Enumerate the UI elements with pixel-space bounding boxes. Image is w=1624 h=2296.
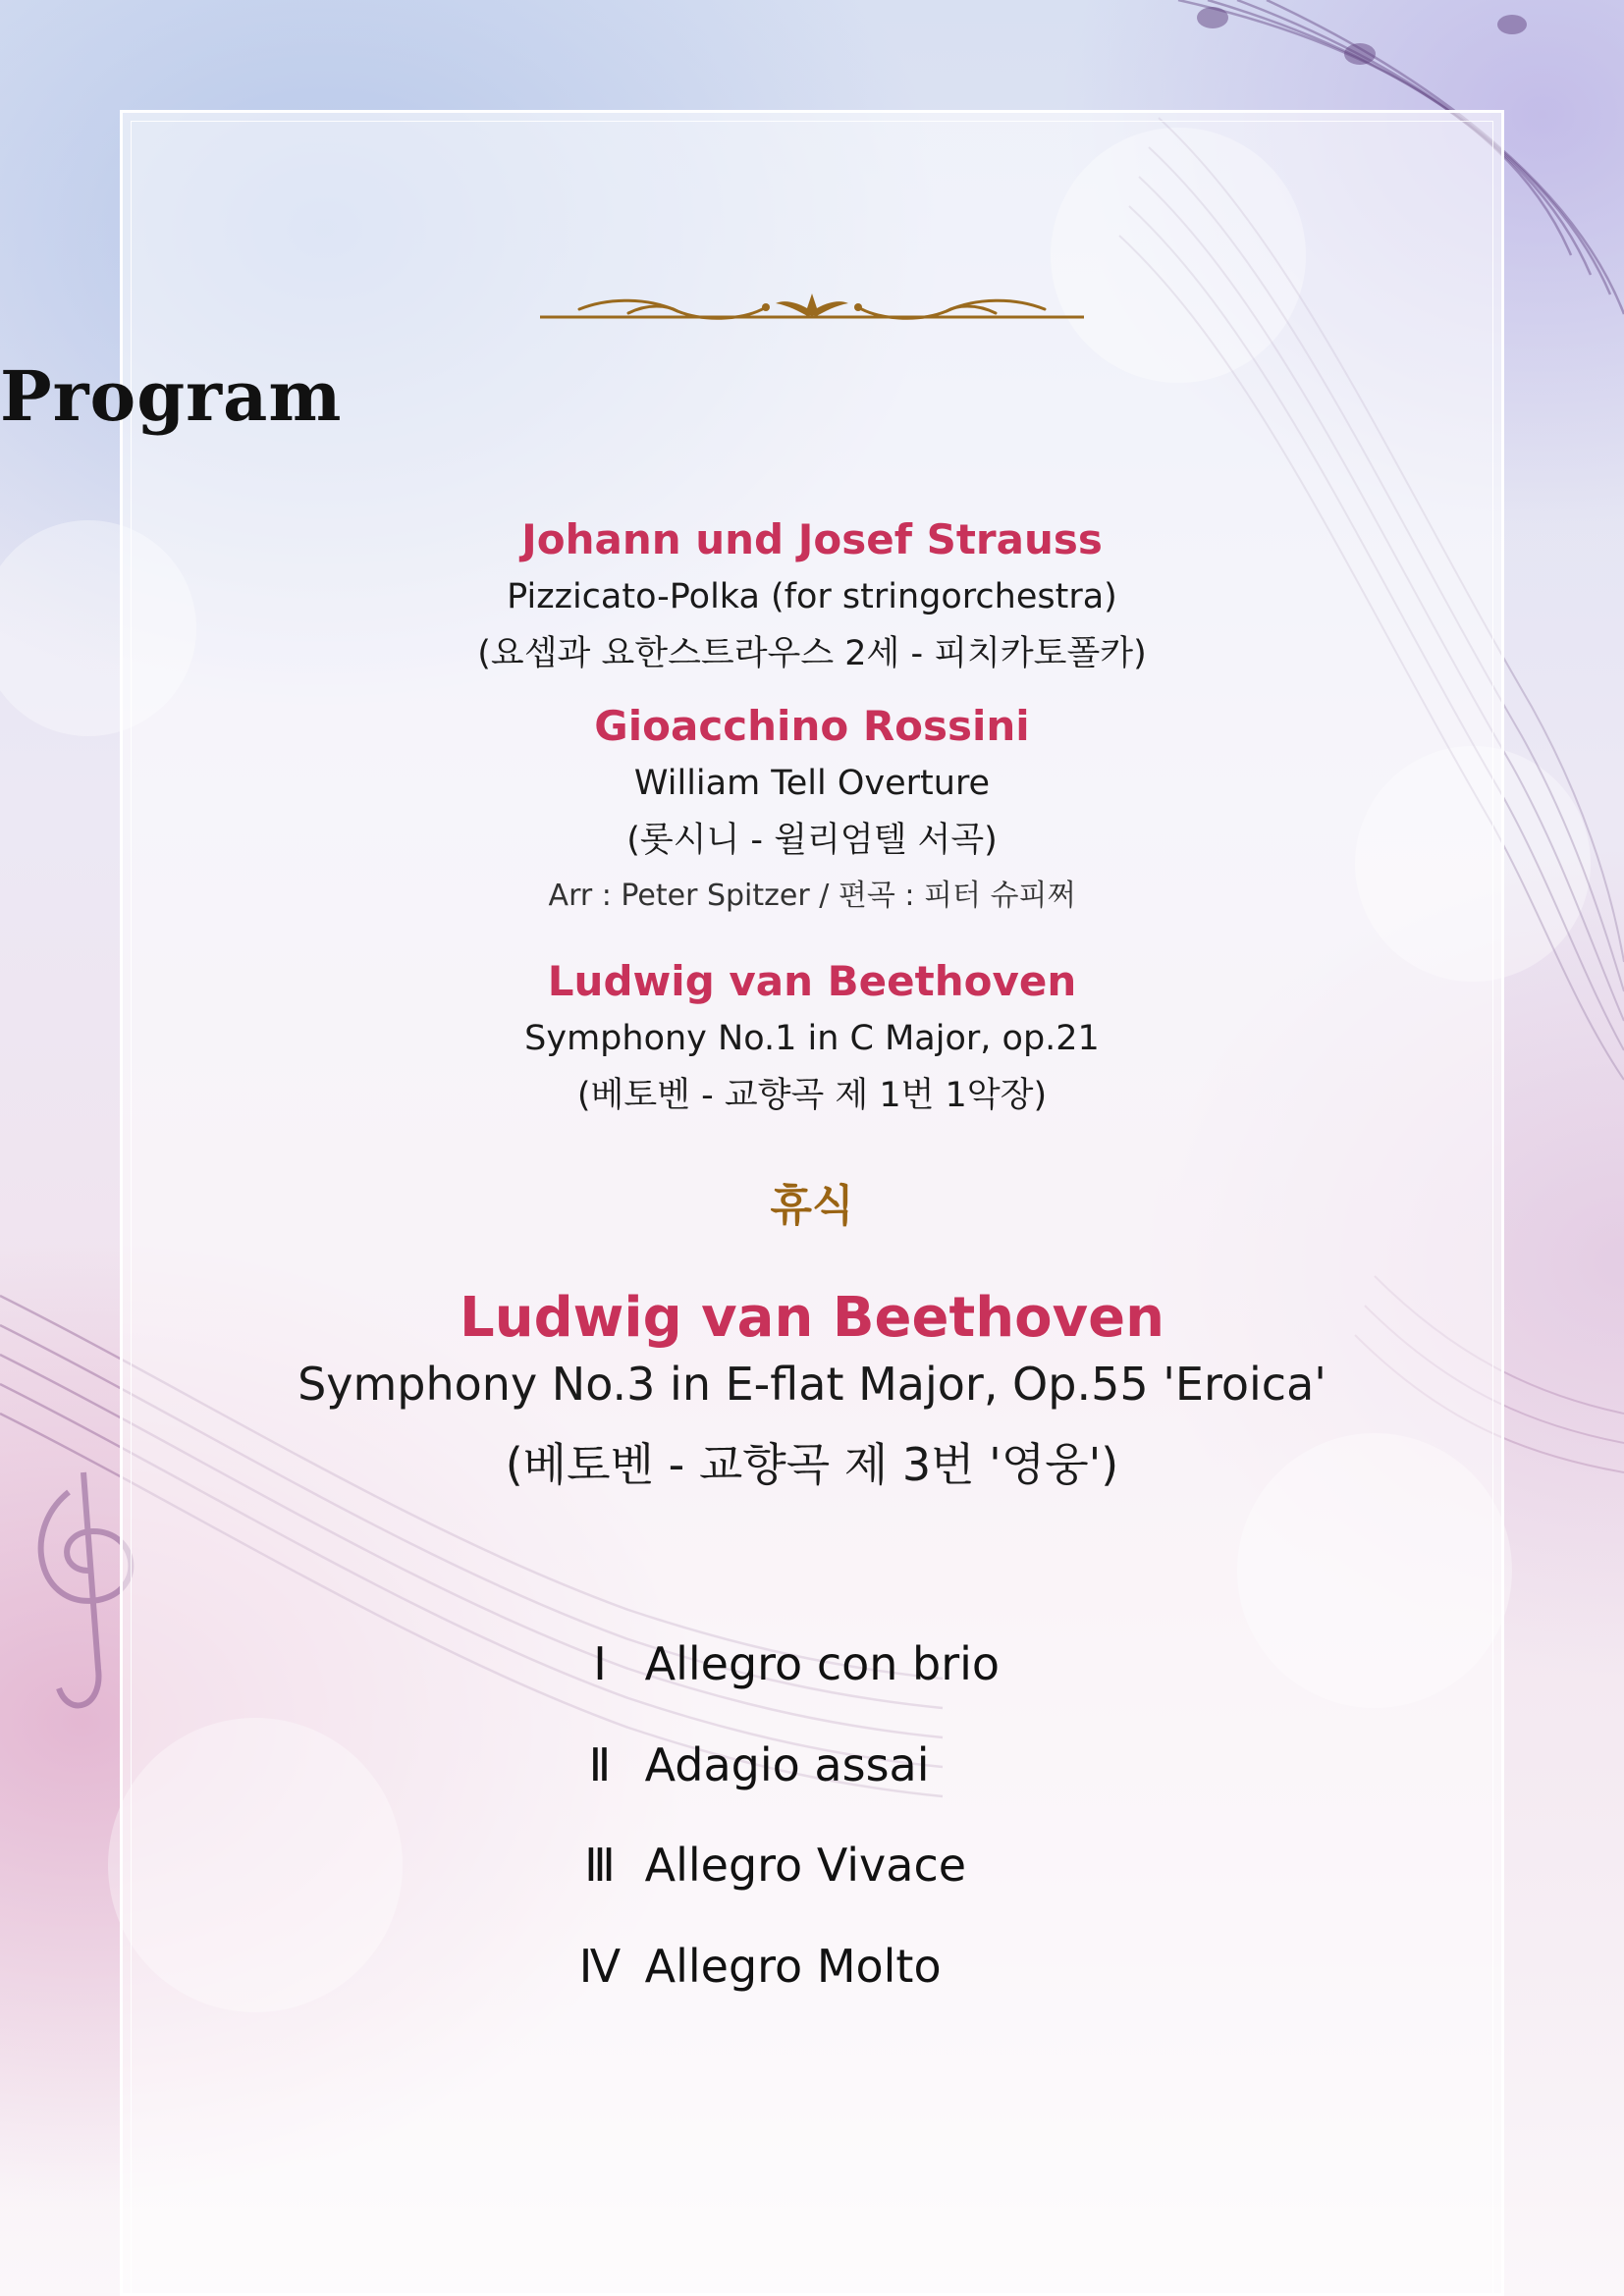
movement-name: Allegro Vivace: [644, 1839, 967, 1892]
ornament-divider-icon: [540, 290, 1084, 329]
movement-item: [569, 1637, 1000, 1690]
main-work-title-korean: (베토벤 - 교향곡 제 3번 '영웅'): [505, 1438, 1119, 1491]
arranger-credit: Arr : Peter Spitzer / 편곡 : 피터 슈피쩌: [548, 879, 1076, 913]
main-composer-name: Ludwig van Beethoven: [460, 1286, 1164, 1350]
movement-number: Ⅳ: [578, 1940, 622, 1993]
movement-number: Ⅱ: [588, 1738, 612, 1791]
work-title-korean: (롯시니 - 윌리엄텔 서곡): [626, 821, 998, 860]
work-title-korean: (요셉과 요한스트라우스 2세 - 피치카토폴카): [477, 634, 1147, 673]
work-title: Pizzicato-Polka (for stringorchestra): [507, 577, 1117, 616]
movement-item: [569, 1839, 966, 1892]
composer-name: Ludwig van Beethoven: [547, 957, 1077, 1005]
page-title: Program: [0, 355, 343, 437]
movement-item: [569, 1940, 942, 1993]
movement-number: Ⅲ: [584, 1839, 616, 1892]
composer-name: Johann und Josef Strauss: [521, 515, 1103, 563]
intermission-label: 휴식: [770, 1181, 854, 1231]
movement-number: Ⅰ: [593, 1637, 607, 1690]
work-title-korean: (베토벤 - 교향곡 제 1번 1악장): [576, 1076, 1048, 1115]
main-work-title: Symphony No.3 in E-flat Major, Op.55 'Eroica': [298, 1358, 1326, 1411]
composer-name: Gioacchino Rossini: [594, 702, 1030, 750]
movement-item: [569, 1738, 930, 1791]
movement-name: Allegro Molto: [644, 1940, 942, 1993]
work-title: William Tell Overture: [633, 764, 991, 803]
movement-name: Adagio assai: [644, 1738, 930, 1791]
movement-name: Allegro con brio: [644, 1637, 1001, 1690]
work-title: Symphony No.1 in C Major, op.21: [524, 1019, 1100, 1058]
